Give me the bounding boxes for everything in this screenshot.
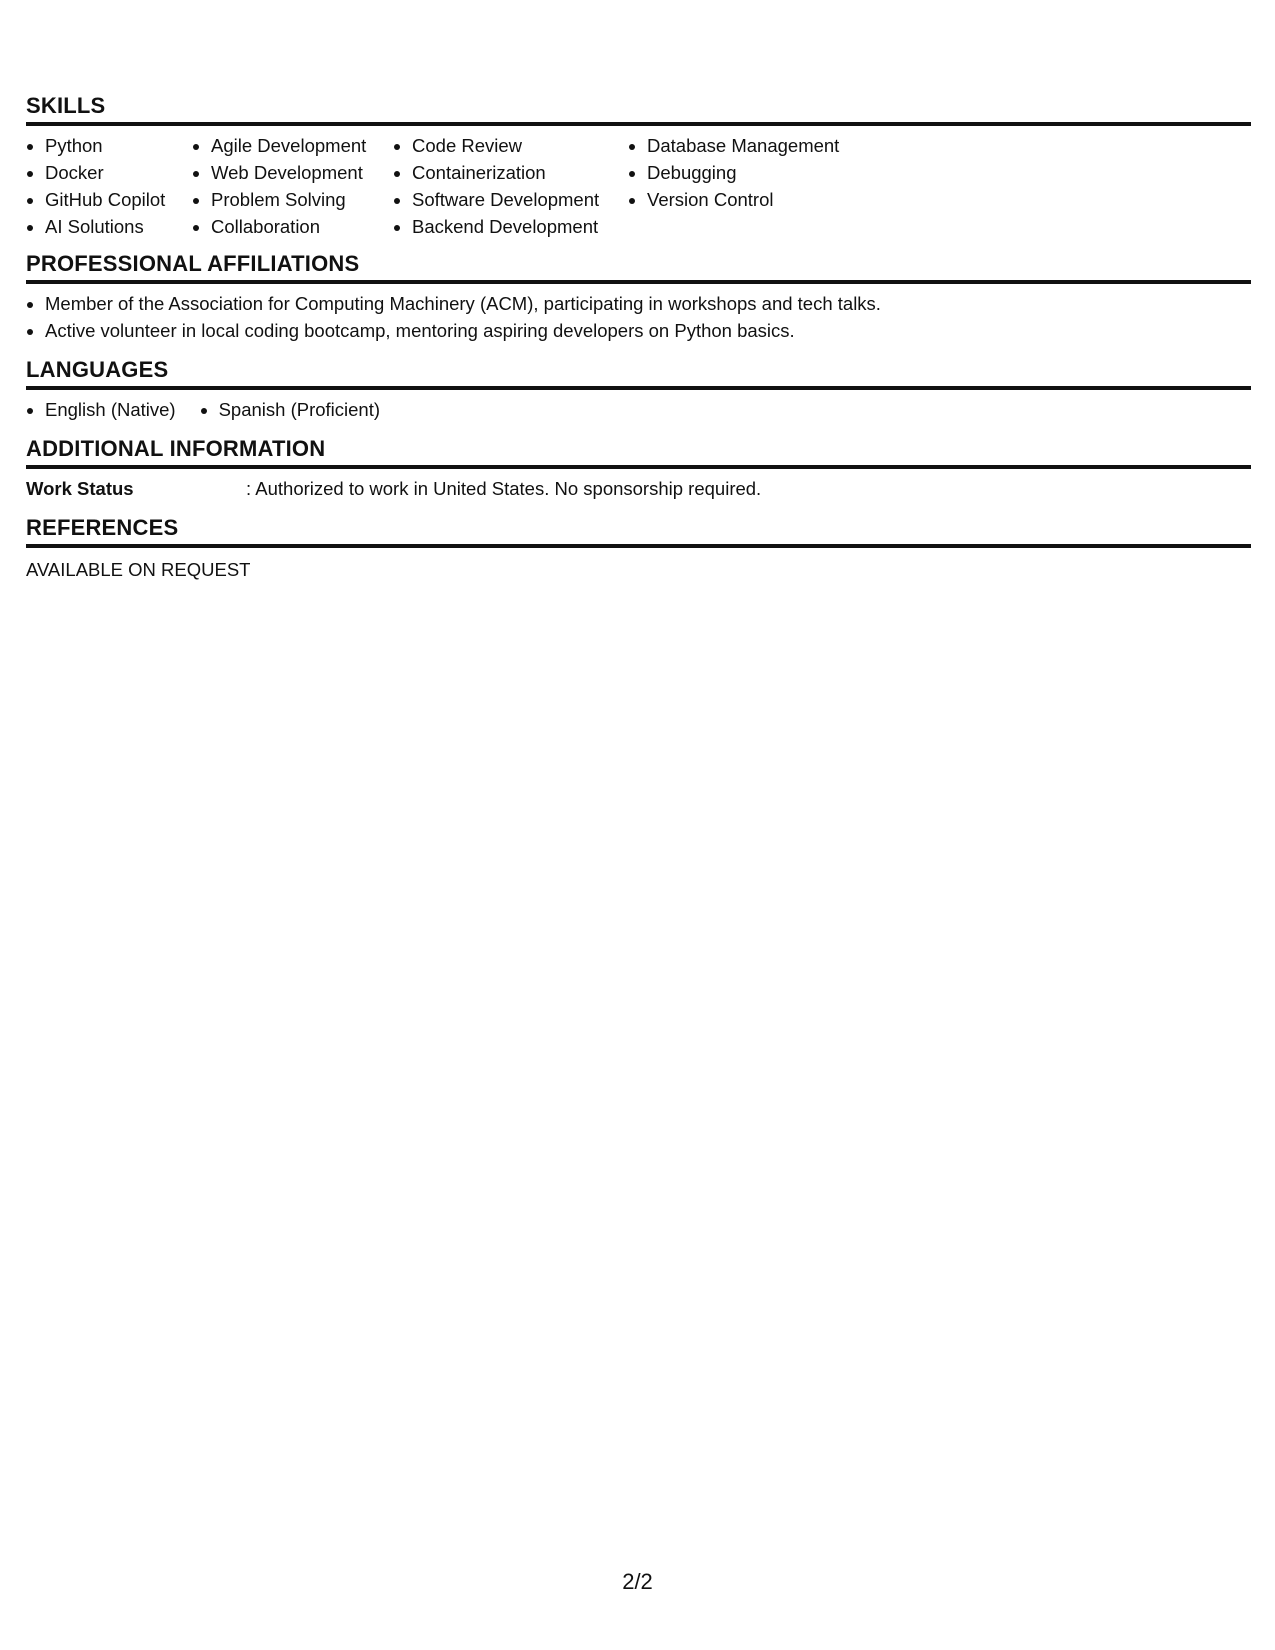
affiliation-item: Active volunteer in local coding bootcamp, mentoring aspiring developers on Python basics. (26, 317, 1251, 344)
skill-item: Python (26, 132, 192, 159)
skills-column (628, 132, 888, 240)
affiliations-section (26, 250, 1251, 344)
skill-item: Collaboration (192, 213, 393, 240)
skills-heading: SKILLS (26, 92, 1251, 126)
skills-column (192, 132, 393, 240)
skill-item: Web Development (192, 159, 393, 186)
affiliation-item: Member of the Association for Computing Machinery (ACM), participating in workshops and tech talks. (26, 290, 1251, 317)
skills-column (26, 132, 192, 240)
affiliations-list (26, 284, 1251, 344)
languages-list (26, 390, 1251, 423)
work-status-label: Work Status (26, 478, 134, 499)
skill-item: GitHub Copilot (26, 186, 192, 213)
skill-item: Software Development (393, 186, 628, 213)
resume-page (26, 92, 1251, 583)
skill-item: Debugging (628, 159, 888, 186)
skill-item: Agile Development (192, 132, 393, 159)
skills-section (26, 92, 1251, 240)
skill-item: Code Review (393, 132, 628, 159)
additional-info-heading: ADDITIONAL INFORMATION (26, 435, 1251, 469)
skill-item: Containerization (393, 159, 628, 186)
skill-item: AI Solutions (26, 213, 192, 240)
skills-grid (26, 126, 1251, 240)
language-item: Spanish (Proficient) (200, 396, 380, 423)
skill-item: Database Management (628, 132, 888, 159)
skills-column (393, 132, 628, 240)
work-status-value: : Authorized to work in United States. No sponsorship required. (246, 478, 762, 499)
references-section (26, 514, 1251, 583)
affiliations-heading: PROFESSIONAL AFFILIATIONS (26, 250, 1251, 284)
languages-heading: LANGUAGES (26, 356, 1251, 390)
skill-item: Docker (26, 159, 192, 186)
languages-section (26, 356, 1251, 423)
work-status-row (26, 469, 1251, 502)
page-number: 2/2 (622, 1569, 653, 1594)
references-heading: REFERENCES (26, 514, 1251, 548)
references-text: AVAILABLE ON REQUEST (26, 559, 251, 580)
additional-info-section (26, 435, 1251, 502)
skill-item: Backend Development (393, 213, 628, 240)
language-item: English (Native) (26, 396, 176, 423)
skill-item: Version Control (628, 186, 888, 213)
skill-item: Problem Solving (192, 186, 393, 213)
